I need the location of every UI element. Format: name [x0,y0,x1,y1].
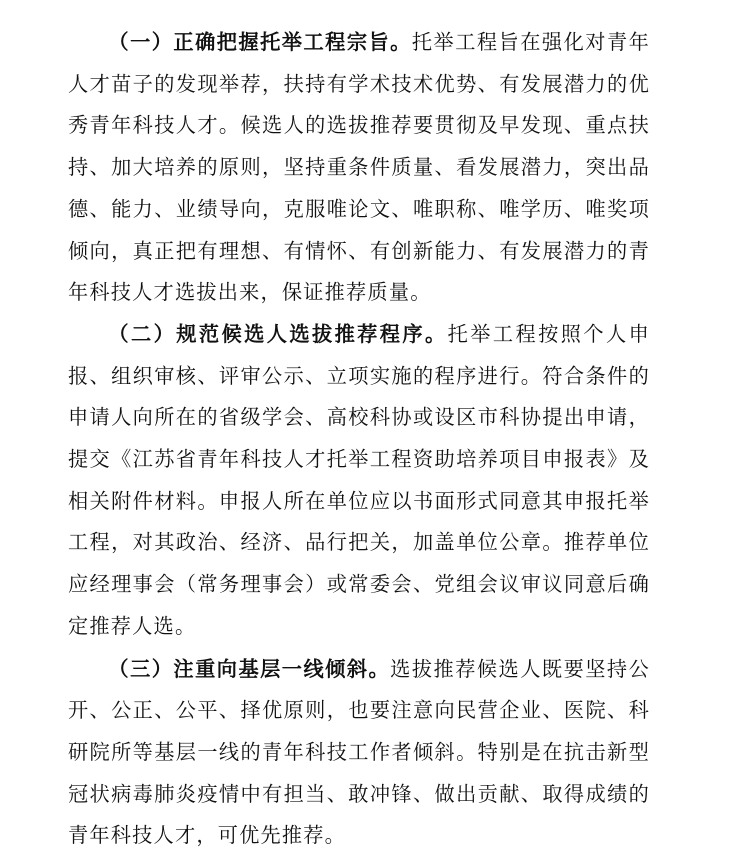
section-1-paragraph [68,22,650,314]
section-2-heading: （二）规范候选人选拔推荐程序。 [108,321,448,346]
section-3-paragraph [68,649,650,858]
section-1-body: 托举工程旨在强化对青年人才苗子的发现举荐，扶持有学术技术优势、有发展潜力的优秀青年科技人才。候选人的选拔推荐要贯彻及早发现、重点扶持、加大培养的原则，坚持重条件质量、看发展潜力，突出品德、能力、业绩导向，克服唯论文、唯职称、唯学历、唯奖项倾向，真正把有理想、有情怀、有创新能力、有发展潜力的青年科技人才选拔出来，保证推荐质量。 [68,30,651,305]
section-2-body: 托举工程按照个人申报、组织审核、评审公示、立项实施的程序进行。符合条件的申请人向所在的省级学会、高校科协或设区市科协提出申请，提交《江苏省青年科技人才托举工程资助培养项目申报表》及相关附件材料。申报人所在单位应以书面形式同意其申报托举工程，对其政治、经济、品行把关，加盖单位公章。推荐单位应经理事会（常务理事会）或常委会、党组会议审议同意后确定推荐人选。 [68,321,650,638]
section-1-heading: （一）正确把握托举工程宗旨。 [108,30,412,54]
section-3-heading: （三）注重向基层一线倾斜。 [108,656,391,681]
section-3-body: 选拔推荐候选人既要坚持公开、公正、公平、择优原则，也要注意向民营企业、医院、科研院所等基层一线的青年科技工作者倾斜。特别是在抗击新型冠状病毒肺炎疫情中有担当、敢冲锋、做出贡献、取得成绩的青年科技人才，可优先推荐。 [68,656,650,848]
section-2-paragraph [68,314,650,648]
